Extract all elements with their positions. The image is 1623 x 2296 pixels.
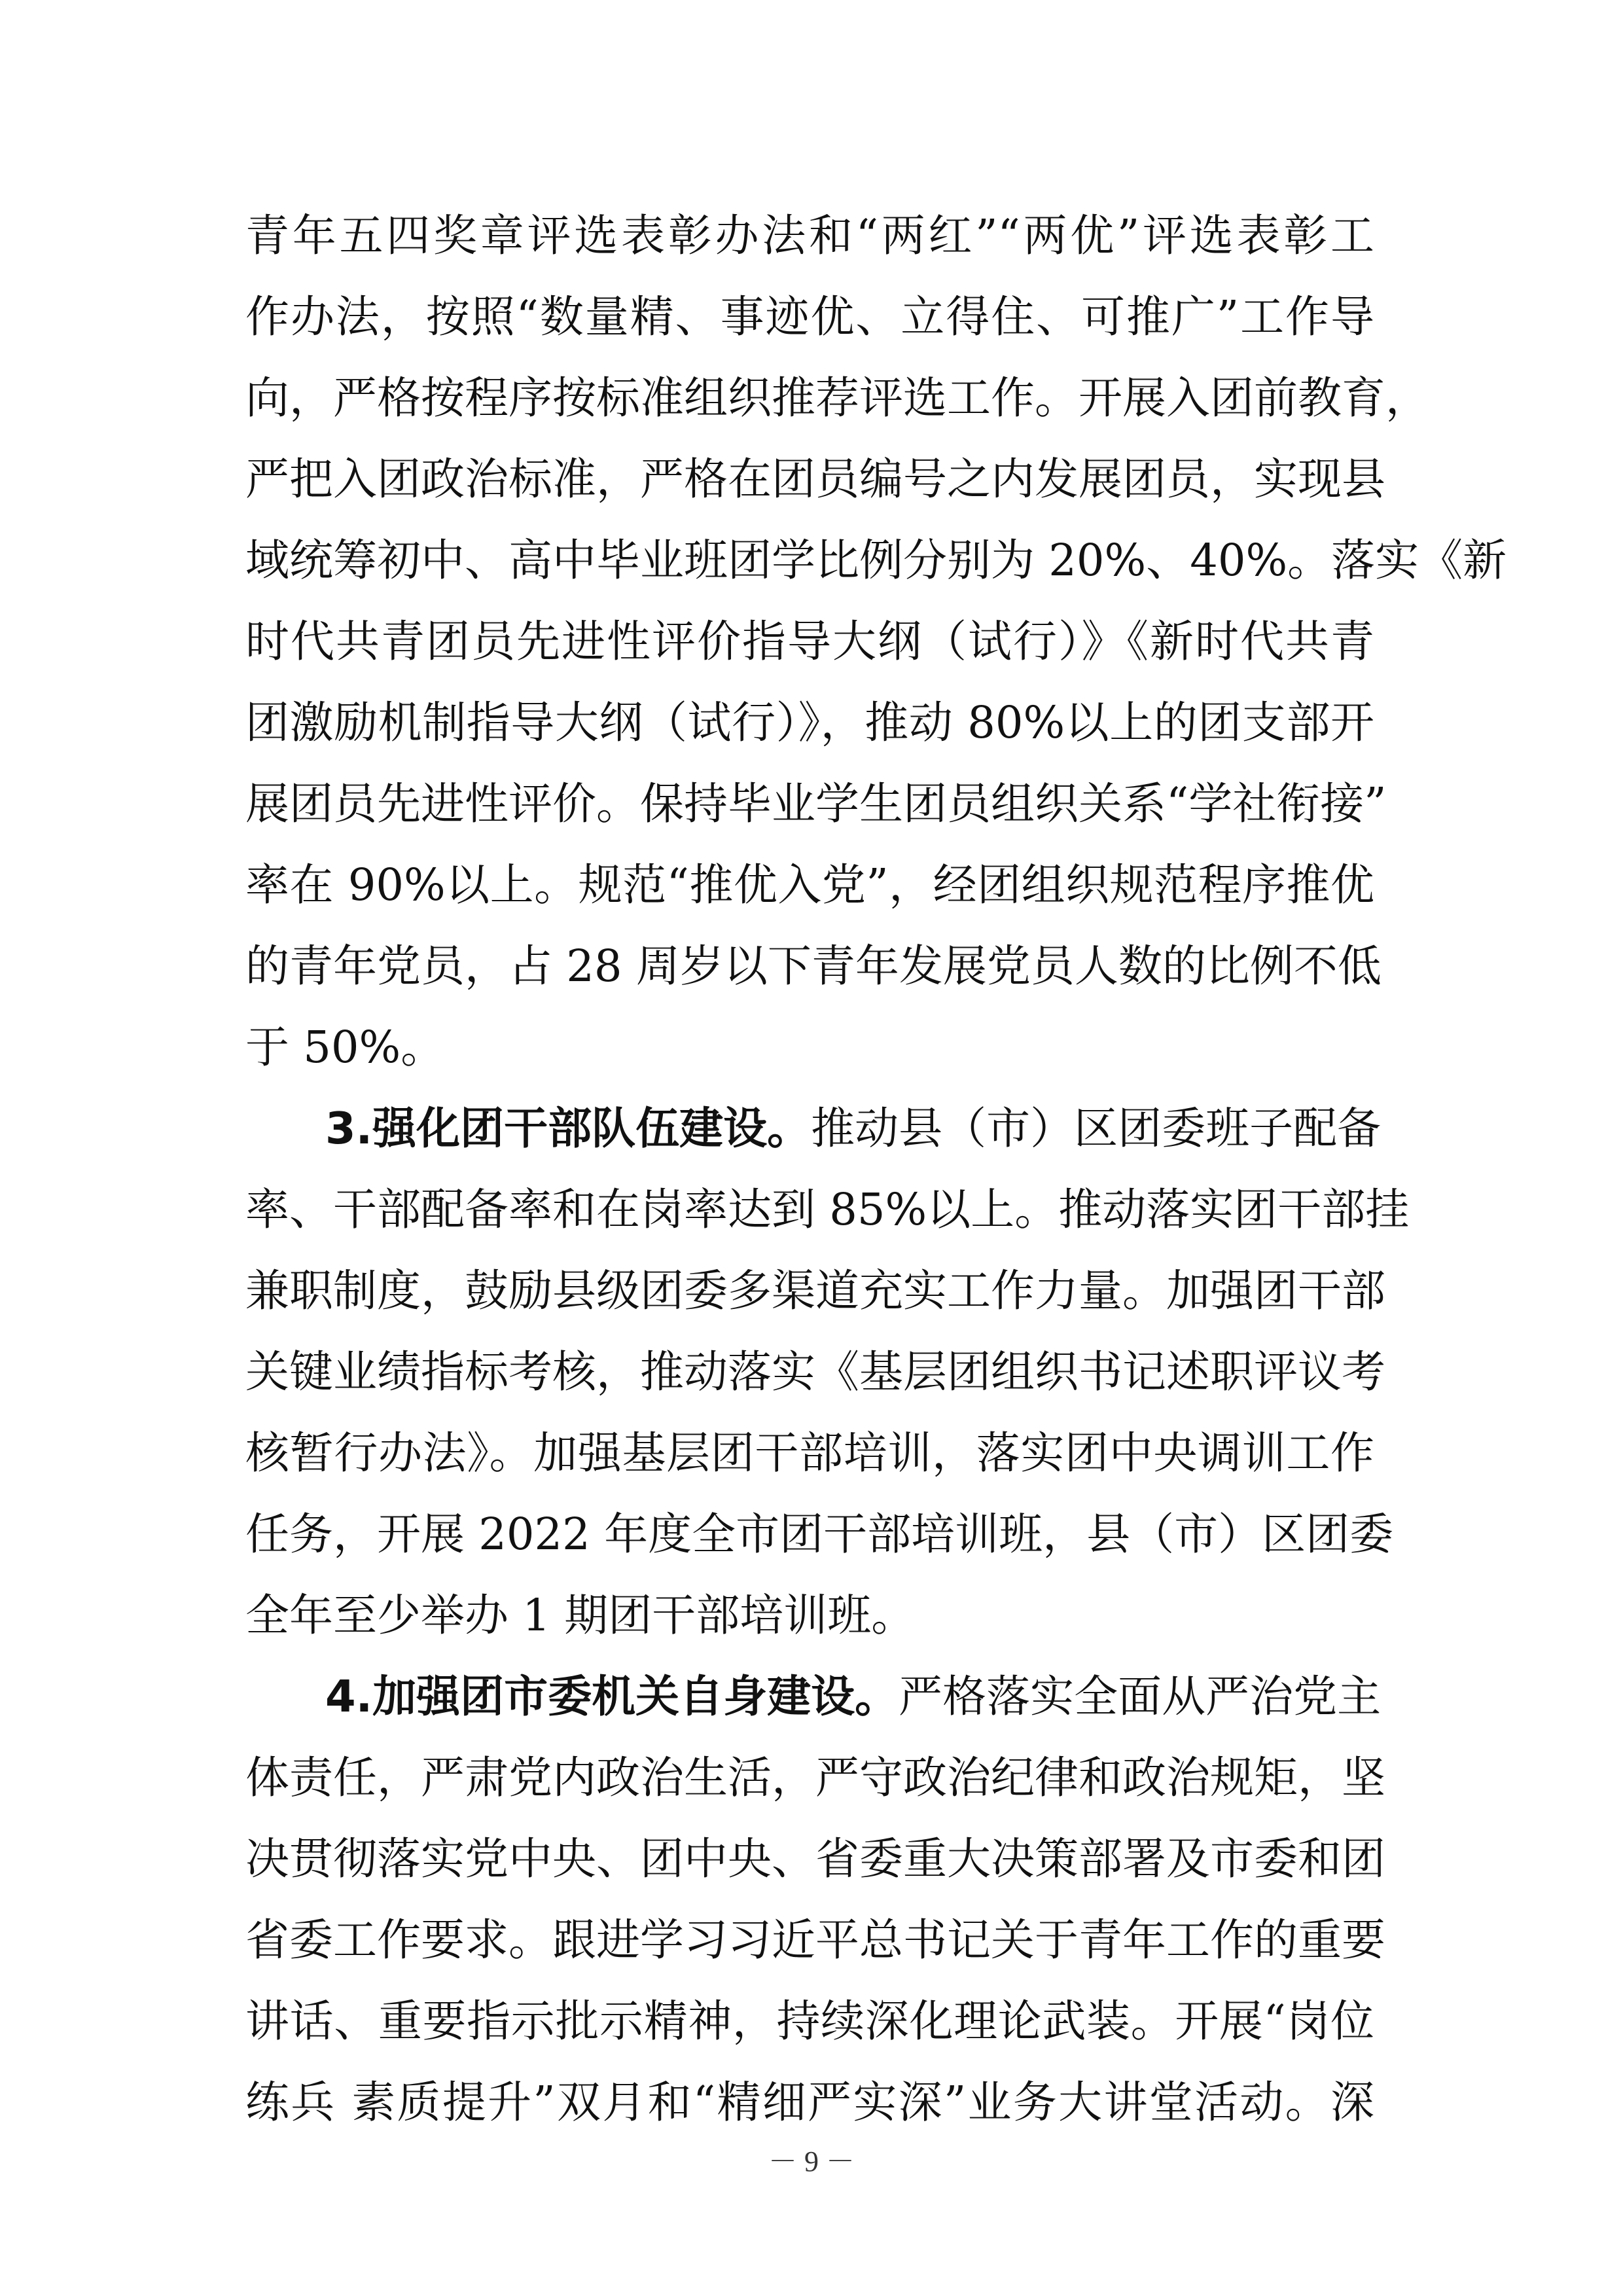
text-line: 青年五四奖章评选表彰办法和“两红”“两优”评选表彰工 [245, 210, 1374, 261]
section-heading: 3.强化团干部队伍建设。 [325, 1103, 812, 1154]
text-line: 作办法，按照“数量精、事迹优、立得住、可推广”工作导 [245, 291, 1374, 342]
text-line: 决贯彻落实党中央、团中央、省委重大决策部署及市委和团 [245, 1833, 1385, 1884]
text-line: 体责任，严肃党内政治生活，严守政治纪律和政治规矩，坚 [245, 1752, 1385, 1803]
text-line: 练兵 素质提升”双月和“精细严实深”业务大讲堂活动。深 [245, 2077, 1374, 2128]
text-line: 省委工作要求。跟进学习习近平总书记关于青年工作的重要 [245, 1914, 1385, 1965]
text-line: 关键业绩指标考核，推动落实《基层团组织书记述职评议考 [245, 1346, 1385, 1397]
text-line: 域统筹初中、高中毕业班团学比例分别为 20%、40%。落实《新 [245, 535, 1507, 586]
page-number: － 9 － [768, 2145, 855, 2178]
text-line: 的青年党员，占 28 周岁以下青年发展党员人数的比例不低 [245, 941, 1382, 992]
text-line: 向，严格按程序按标准组织推荐评选工作。开展入团前教育， [245, 372, 1429, 423]
text-line: 兼职制度，鼓励县级团委多渠道充实工作力量。加强团干部 [245, 1265, 1385, 1316]
text-line: 讲话、重要指示批示精神，持续深化理论武装。开展“岗位 [245, 1996, 1374, 2047]
text-line: 严把入团政治标准，严格在团员编号之内发展团员，实现县 [245, 454, 1385, 505]
text-line: 时代共青团员先进性评价指导大纲（试行）》《新时代共青 [245, 616, 1374, 667]
text-line: 核暂行办法》。加强基层团干部培训，落实团中央调训工作 [245, 1427, 1374, 1479]
section-heading: 4.加强团市委机关自身建设。 [325, 1671, 899, 1722]
text-line: 率、干部配备率和在岗率达到 85%以上。推动落实团干部挂 [245, 1184, 1410, 1235]
section-heading-line [325, 1102, 1382, 1155]
text-line: 任务，开展 2022 年度全市团干部培训班，县（市）区团委 [245, 1509, 1394, 1560]
section-heading-continuation: 推动县（市）区团委班子配备 [811, 1103, 1382, 1154]
text-line: 团激励机制指导大纲（试行）》，推动 80%以上的团支部开 [245, 697, 1374, 748]
text-line: 全年至少举办 1 期团干部培训班。 [245, 1590, 916, 1641]
text-line: 展团员先进性评价。保持毕业学生团员组织关系“学社衔接” [245, 778, 1387, 829]
text-line: 率在 90%以上。规范“推优入党”，经团组织规范程序推优 [245, 859, 1374, 910]
text-line: 于 50%。 [245, 1022, 445, 1073]
section-heading-continuation: 严格落实全面从严治党主 [899, 1671, 1382, 1722]
section-heading-line [325, 1670, 1382, 1723]
